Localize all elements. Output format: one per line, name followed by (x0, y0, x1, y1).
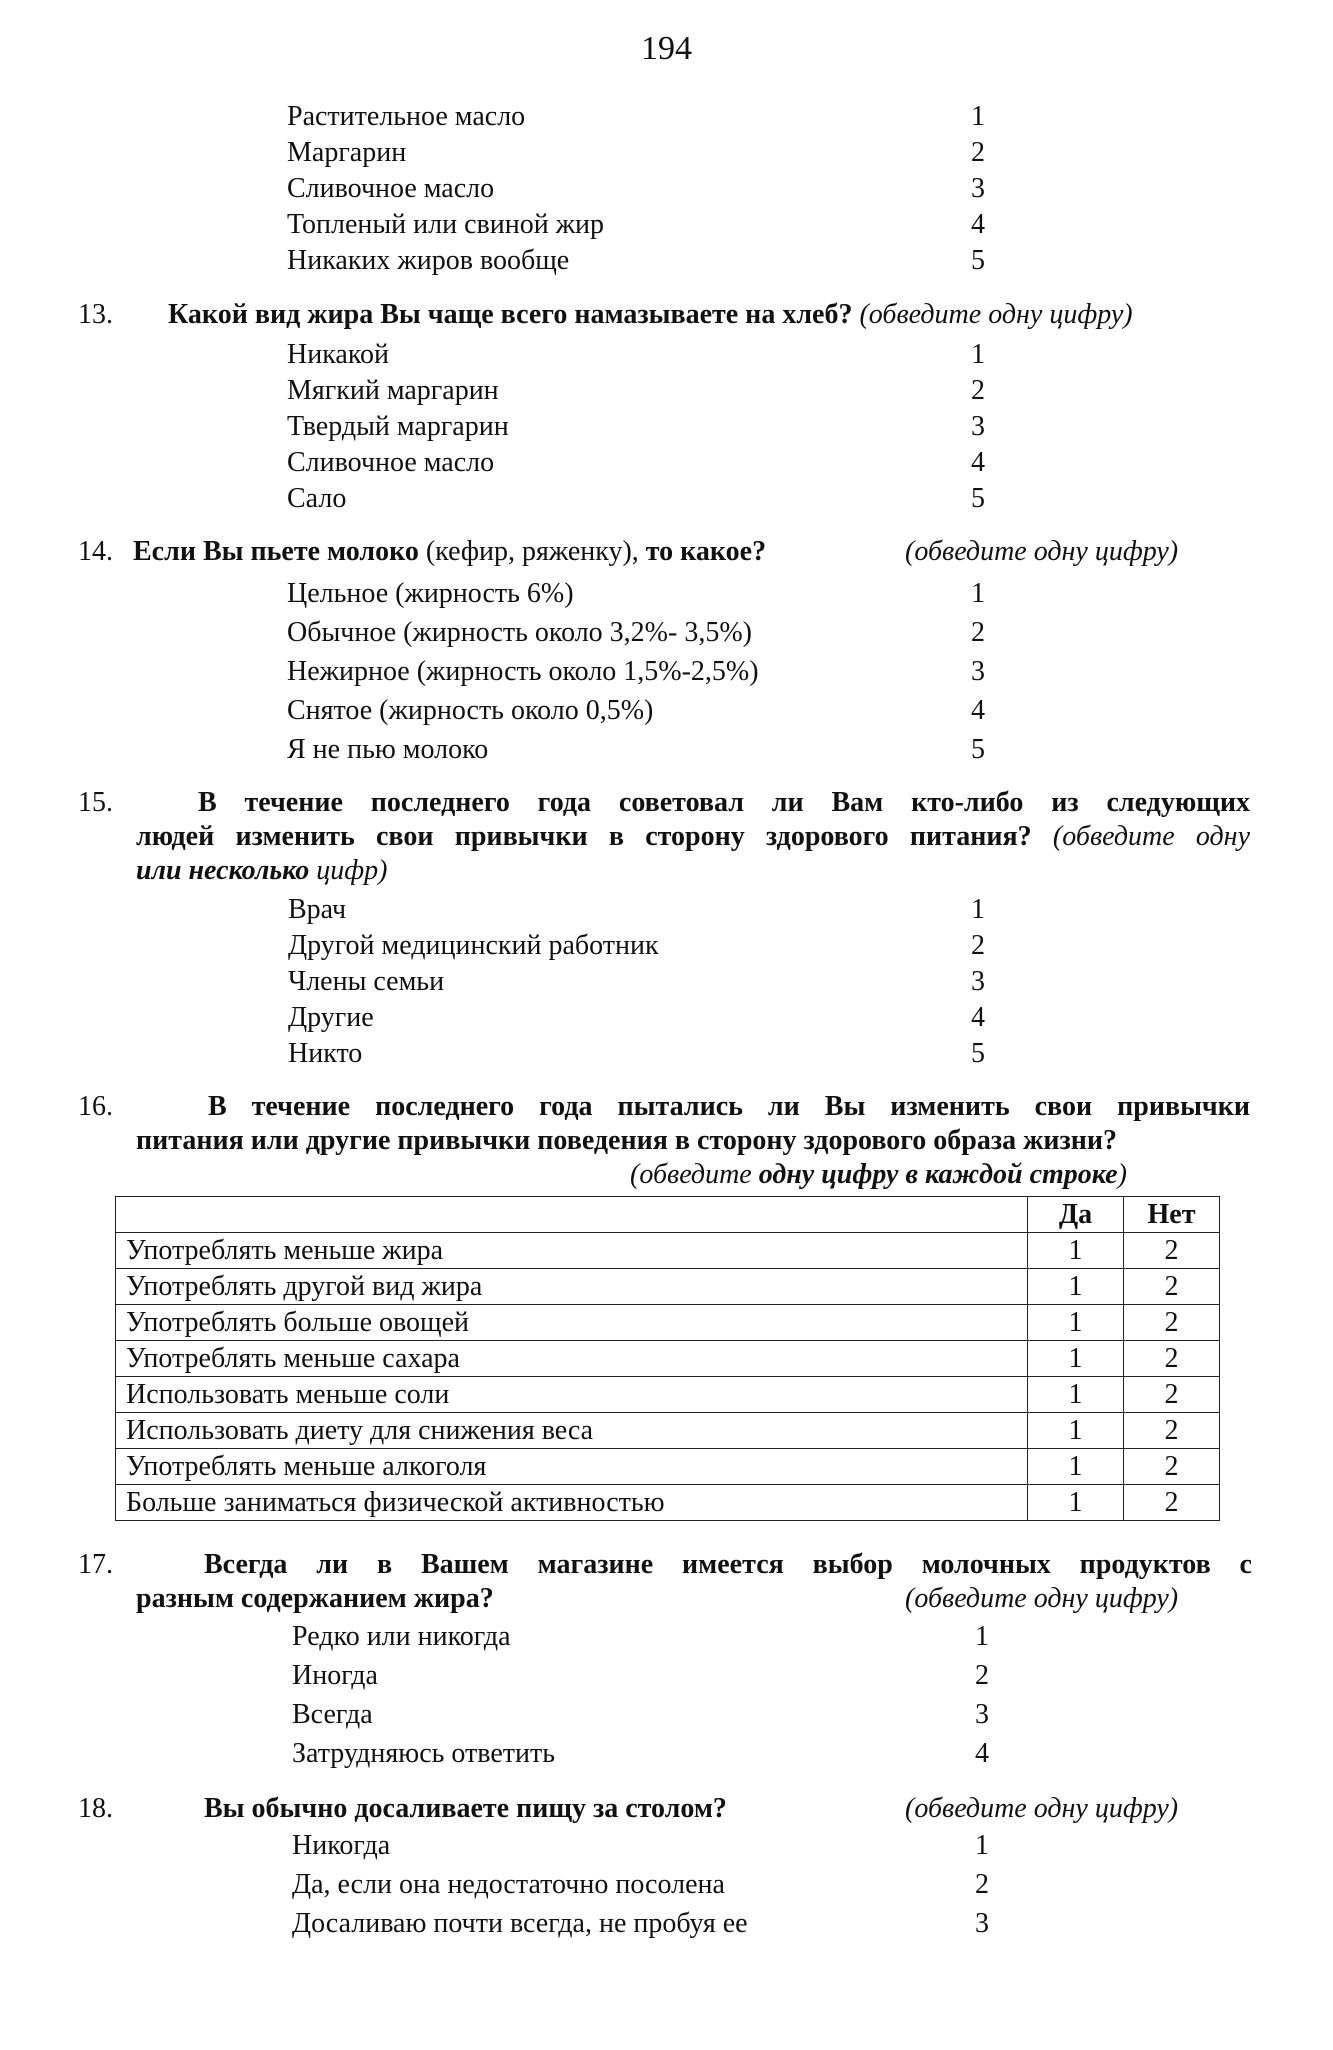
table-row (116, 1341, 1220, 1377)
option-code: 1 (975, 1830, 989, 1861)
instruction-part: (обведите (630, 1159, 759, 1190)
option-code: 4 (971, 695, 985, 726)
question-instruction: (обведите одну цифру) (905, 1793, 1179, 1824)
option-code: 5 (971, 734, 985, 765)
option-code: 1 (971, 101, 985, 132)
question-instruction-emphasis: или несколько (136, 855, 310, 886)
question-text: разным содержанием жира? (136, 1583, 494, 1614)
option-label: Всегда (292, 1699, 373, 1730)
table-header-no: Нет (1124, 1197, 1220, 1233)
table-cell-yes[interactable]: 1 (1028, 1449, 1124, 1485)
table-cell-label: Использовать диету для снижения веса (116, 1413, 1028, 1449)
table-row (116, 1233, 1220, 1269)
option-code: 2 (971, 137, 985, 168)
option-code: 3 (975, 1908, 989, 1939)
question-instruction (630, 1158, 1127, 1192)
table-header-row (116, 1197, 1220, 1233)
option-code: 1 (971, 339, 985, 370)
option-label: Досаливаю почти всегда, не пробуя ее (292, 1908, 748, 1939)
option-code: 4 (971, 447, 985, 478)
table-cell-yes[interactable]: 1 (1028, 1341, 1124, 1377)
question-14 (133, 535, 766, 569)
option-code: 3 (971, 411, 985, 442)
instruction-part: ) (1117, 1159, 1127, 1190)
option-label: Редко или никогда (292, 1621, 511, 1652)
table-row (116, 1449, 1220, 1485)
table-cell-label: Использовать меньше соли (116, 1377, 1028, 1413)
table-cell-no[interactable]: 2 (1124, 1413, 1220, 1449)
question-15-line2 (136, 820, 1250, 854)
table-cell-no[interactable]: 2 (1124, 1233, 1220, 1269)
table-cell-label: Употреблять другой вид жира (116, 1269, 1028, 1305)
option-code: 2 (971, 375, 985, 406)
option-code: 3 (971, 966, 985, 997)
option-label: Твердый маргарин (287, 411, 509, 442)
option-label: Никакой (287, 339, 389, 370)
option-label: Другие (288, 1002, 374, 1033)
question-instruction: (обведите одну цифру) (905, 1583, 1179, 1614)
table-cell-yes[interactable]: 1 (1028, 1305, 1124, 1341)
option-label: Растительное масло (287, 101, 526, 132)
instruction-emphasis: одну цифру в каждой строке (758, 1159, 1118, 1190)
question-number: 18. (78, 1793, 113, 1824)
question-instruction: (обведите одну (1031, 821, 1250, 852)
option-code: 2 (971, 930, 985, 961)
table-cell-no[interactable]: 2 (1124, 1341, 1220, 1377)
option-code: 1 (975, 1621, 989, 1652)
table-cell-yes[interactable]: 1 (1028, 1269, 1124, 1305)
table-cell-no[interactable]: 2 (1124, 1377, 1220, 1413)
option-code: 4 (971, 1002, 985, 1033)
option-code: 1 (971, 578, 985, 609)
question-text: питания или другие привычки поведения в сторону здорового образа жизни? (136, 1125, 1118, 1156)
question-instruction: цифр) (309, 855, 388, 886)
question-text: Вы обычно досаливаете пищу за столом? (204, 1793, 727, 1824)
option-label: Сливочное масло (287, 173, 495, 204)
table-row (116, 1305, 1220, 1341)
option-label: Нежирное (жирность около 1,5%-2,5%) (287, 656, 759, 687)
table-cell-no[interactable]: 2 (1124, 1305, 1220, 1341)
table-cell-no[interactable]: 2 (1124, 1449, 1220, 1485)
option-code: 5 (971, 483, 985, 514)
table-row (116, 1377, 1220, 1413)
option-code: 2 (975, 1869, 989, 1900)
question-text: Какой вид жира Вы чаще всего намазываете на хлеб? (168, 299, 853, 330)
question-number: 14. (78, 536, 113, 567)
option-label: Да, если она недостаточно посолена (292, 1869, 725, 1900)
option-label: Я не пью молоко (287, 734, 489, 765)
question-number: 13. (78, 299, 113, 330)
option-label: Никаких жиров вообще (287, 245, 570, 276)
option-label: Никогда (292, 1830, 391, 1861)
question-number: 16. (78, 1091, 113, 1122)
question-text: В течение последнего года пытались ли Вы изменить свои привычки (208, 1091, 1250, 1122)
table-cell-label: Больше заниматься физической активностью (116, 1485, 1028, 1521)
question-number: 17. (78, 1549, 113, 1580)
table-cell-yes[interactable]: 1 (1028, 1233, 1124, 1269)
question-instruction: (обведите одну цифру) (859, 299, 1133, 330)
question-text: Всегда ли в Вашем магазине имеется выбор молочных продуктов с (204, 1549, 1252, 1580)
option-label: Сало (287, 483, 347, 514)
table-cell-label: Употреблять меньше алкоголя (116, 1449, 1028, 1485)
option-label: Сливочное масло (287, 447, 495, 478)
question-15-line3 (136, 854, 387, 888)
question-text: то какое? (645, 536, 767, 567)
option-label: Топленый или свиной жир (287, 209, 605, 240)
option-label: Другой медицинский работник (288, 930, 659, 961)
table-cell-label: Употреблять меньше жира (116, 1233, 1028, 1269)
table-cell-yes[interactable]: 1 (1028, 1485, 1124, 1521)
option-code: 5 (971, 245, 985, 276)
table-header-cell (116, 1197, 1028, 1233)
option-code: 3 (975, 1699, 989, 1730)
option-code: 2 (971, 617, 985, 648)
option-code: 2 (975, 1660, 989, 1691)
option-label: Цельное (жирность 6%) (287, 578, 574, 609)
option-code: 4 (971, 209, 985, 240)
habits-table (115, 1196, 1220, 1521)
option-label: Члены семьи (288, 966, 445, 997)
option-code: 5 (971, 1038, 985, 1069)
table-cell-label: Употреблять меньше сахара (116, 1341, 1028, 1377)
option-label: Иногда (292, 1660, 378, 1691)
table-cell-yes[interactable]: 1 (1028, 1413, 1124, 1449)
option-label: Врач (288, 894, 347, 925)
option-label: Снятое (жирность около 0,5%) (287, 695, 654, 726)
table-row (116, 1485, 1220, 1521)
option-code: 3 (971, 656, 985, 687)
table-row (116, 1413, 1220, 1449)
option-label: Маргарин (287, 137, 407, 168)
question-text-note: (кефир, ряженку), (418, 536, 646, 567)
table-cell-no[interactable]: 2 (1124, 1485, 1220, 1521)
table-cell-yes[interactable]: 1 (1028, 1377, 1124, 1413)
table-cell-label: Употреблять больше овощей (116, 1305, 1028, 1341)
question-instruction: (обведите одну цифру) (905, 536, 1179, 567)
option-label: Мягкий маргарин (287, 375, 499, 406)
option-label: Обычное (жирность около 3,2%- 3,5%) (287, 617, 752, 648)
option-label: Затрудняюсь ответить (292, 1738, 555, 1769)
question-text: В течение последнего года советовал ли Вам кто-либо из следующих (198, 787, 1250, 818)
table-cell-no[interactable]: 2 (1124, 1269, 1220, 1305)
option-code: 4 (975, 1738, 989, 1769)
question-number: 15. (78, 787, 113, 818)
option-code: 1 (971, 894, 985, 925)
question-text: людей изменить свои привычки в сторону здорового питания? (136, 821, 1032, 852)
table-row (116, 1269, 1220, 1305)
option-code: 3 (971, 173, 985, 204)
option-label: Никто (288, 1038, 363, 1069)
table-header-yes: Да (1028, 1197, 1124, 1233)
question-text: Если Вы пьете молоко (133, 536, 419, 567)
question-13 (168, 298, 1133, 332)
page-number: 194 (641, 30, 692, 67)
